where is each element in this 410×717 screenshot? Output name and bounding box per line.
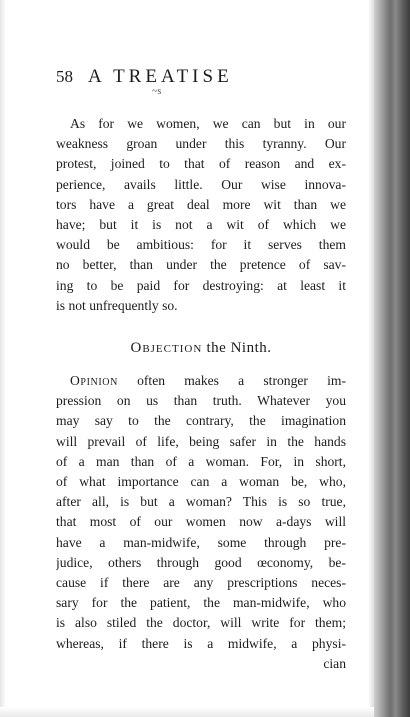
- text-line-first: [56, 371, 346, 391]
- text-line: may say to the contrary, the imagination: [56, 413, 346, 429]
- page-bottom-edge: [0, 707, 374, 717]
- running-head: A TREATISE: [88, 66, 233, 87]
- text-line: sary for the patient, the man-midwife, who: [56, 595, 346, 611]
- text-line: pression on us than truth. Whatever you: [56, 393, 346, 409]
- text-line: cause if there are any prescriptions neces-: [56, 575, 346, 591]
- heading-rest: the Ninth.: [202, 340, 272, 357]
- text-line: after all, is but a woman? This is so true,: [56, 494, 346, 510]
- text-line: of what importance can a woman be, who,: [56, 474, 346, 490]
- page-content: [56, 64, 346, 674]
- page-header: [56, 64, 346, 90]
- book-binding-edge: [374, 0, 410, 717]
- first-line-rest: often makes a stronger im-: [117, 373, 346, 389]
- paragraph-1: [56, 114, 346, 316]
- text-line: no better, than under the pretence of sav-: [56, 257, 346, 273]
- page-number: 58: [56, 67, 73, 86]
- text-line: ing to be paid for destroying: at least it: [56, 277, 346, 293]
- text-line: weakness groan under this tyranny. Our: [56, 136, 346, 152]
- text-line: is not unfrequently so.: [56, 297, 178, 313]
- text-line: As for we women, we can but in our: [70, 116, 346, 131]
- text-line: would be ambitious: for it serves them: [56, 237, 346, 253]
- text-line: have; but it is not a wit of which we: [56, 217, 346, 233]
- text-line: protest, joined to that of reason and ex-: [56, 156, 346, 172]
- text-line: that most of our women now a-days will: [56, 514, 346, 530]
- catchword: cian: [323, 655, 346, 671]
- heading-smallcaps: Objection: [130, 340, 203, 357]
- text-line: perience, avails little. Our wise innova-: [56, 176, 346, 192]
- text-line: judice, others through good œconomy, be-: [56, 554, 346, 570]
- text-line: whereas, if there is a midwife, a physi-: [56, 635, 346, 651]
- header-mark: ~s: [152, 86, 162, 97]
- first-word: Opinion: [70, 373, 118, 389]
- text-line: have a man-midwife, some through pre-: [56, 534, 346, 550]
- page-left-edge: [0, 0, 6, 717]
- paragraph-2: [56, 371, 346, 654]
- section-heading: [56, 340, 346, 357]
- text-line: is also stiled the doctor, will write for them;: [56, 615, 346, 631]
- text-line: of a man than of a woman. For, in short,: [56, 453, 346, 469]
- text-line: tors have a great deal more wit than we: [56, 196, 346, 212]
- text-line: will prevail of life, being safer in the hands: [56, 433, 346, 449]
